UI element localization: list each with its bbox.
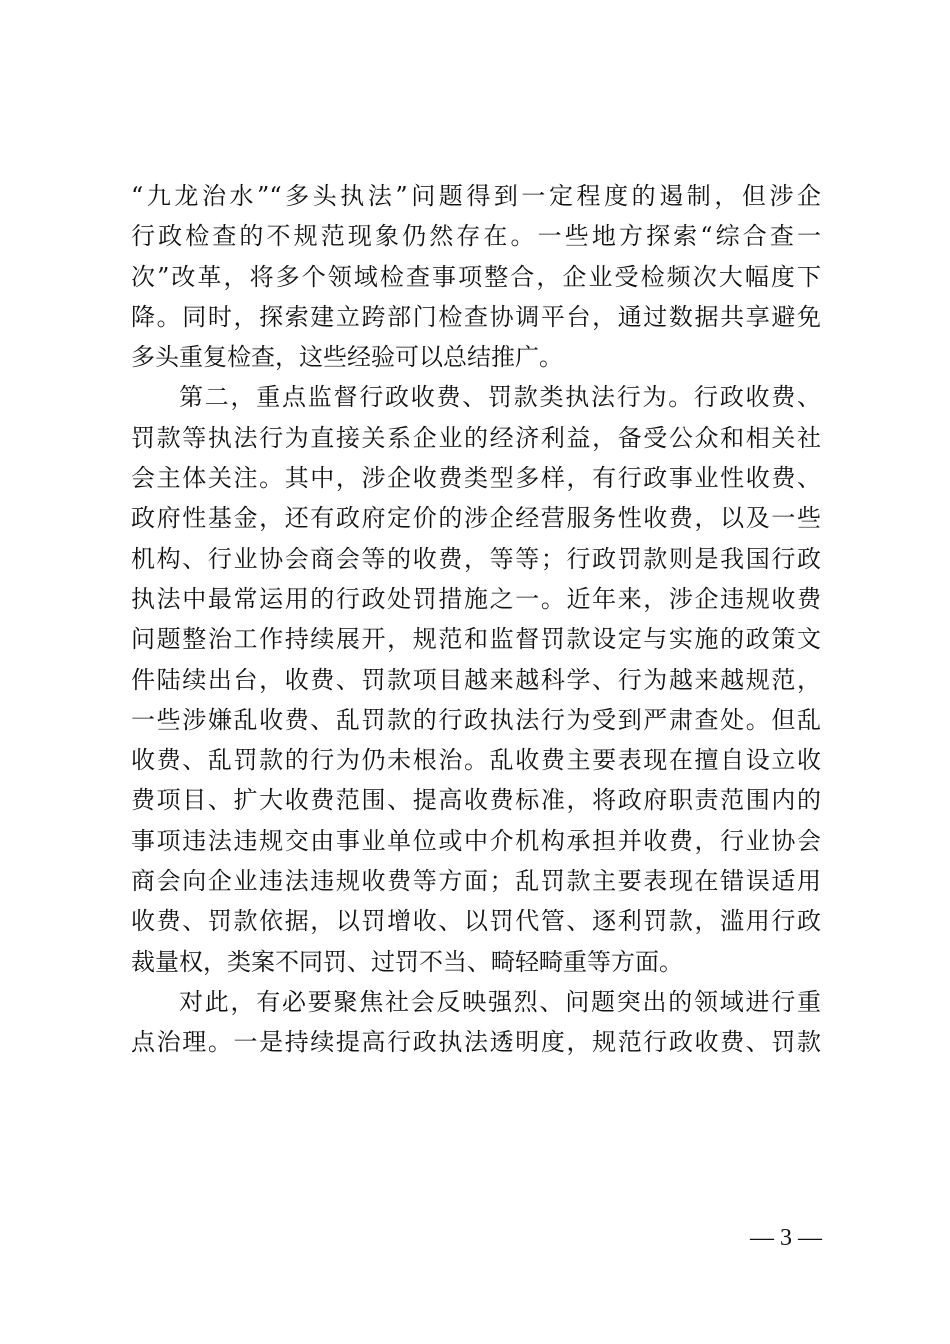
text-line: 次”改革，将多个领域检查事项整合，企业受检频次大幅度下 bbox=[131, 262, 821, 291]
text-line: 罚款等执法行为直接关系企业的经济利益，备受公众和相关社 bbox=[131, 423, 821, 452]
page-number: — 3 — bbox=[750, 1225, 822, 1251]
text-line: 裁量权，类案不同罚、过罚不当、畸轻畸重等方面。 bbox=[131, 947, 683, 976]
text-line: 降。同时，探索建立跨部门检查协调平台，通过数据共享避免 bbox=[131, 302, 821, 331]
text-line: 一些涉嫌乱收费、乱罚款的行政执法行为受到严肃查处。但乱 bbox=[131, 705, 821, 734]
body-text bbox=[131, 176, 821, 1063]
text-line: 费项目、扩大收费范围、提高收费标准，将政府职责范围内的 bbox=[131, 786, 821, 815]
text-line: 收费、罚款依据，以罚增收、以罚代管、逐利罚款，滥用行政 bbox=[131, 907, 821, 936]
text-line: 执法中最常运用的行政处罚措施之一。近年来，涉企违规收费 bbox=[131, 584, 821, 613]
text-line: 多头重复检查，这些经验可以总结推广。 bbox=[131, 343, 563, 372]
text-line: 行政检查的不规范现象仍然存在。一些地方探索“综合查一 bbox=[131, 222, 821, 251]
text-line: 点治理。一是持续提高行政执法透明度，规范行政收费、罚款 bbox=[131, 1028, 821, 1057]
text-line: 第二，重点监督行政收费、罚款类执法行为。行政收费、 bbox=[179, 383, 821, 412]
text-line: 件陆续出台，收费、罚款项目越来越科学、行为越来越规范， bbox=[131, 665, 821, 694]
text-line: 对此，有必要聚焦社会反映强烈、问题突出的领域进行重 bbox=[179, 987, 821, 1016]
text-line: 会主体关注。其中，涉企收费类型多样，有行政事业性收费、 bbox=[131, 464, 821, 493]
text-line: 事项违法违规交由事业单位或中介机构承担并收费，行业协会 bbox=[131, 826, 821, 855]
text-line: 收费、乱罚款的行为仍未根治。乱收费主要表现在擅自设立收 bbox=[131, 746, 821, 775]
text-line: 政府性基金，还有政府定价的涉企经营服务性收费，以及一些 bbox=[131, 504, 821, 533]
text-line: 机构、行业协会商会等的收费，等等；行政罚款则是我国行政 bbox=[131, 544, 821, 573]
text-line: 问题整治工作持续展开，规范和监督罚款设定与实施的政策文 bbox=[131, 625, 821, 654]
text-line: “九龙治水”“多头执法”问题得到一定程度的遏制，但涉企 bbox=[131, 182, 821, 210]
text-line: 商会向企业违法违规收费等方面；乱罚款主要表现在错误适用 bbox=[131, 867, 821, 896]
